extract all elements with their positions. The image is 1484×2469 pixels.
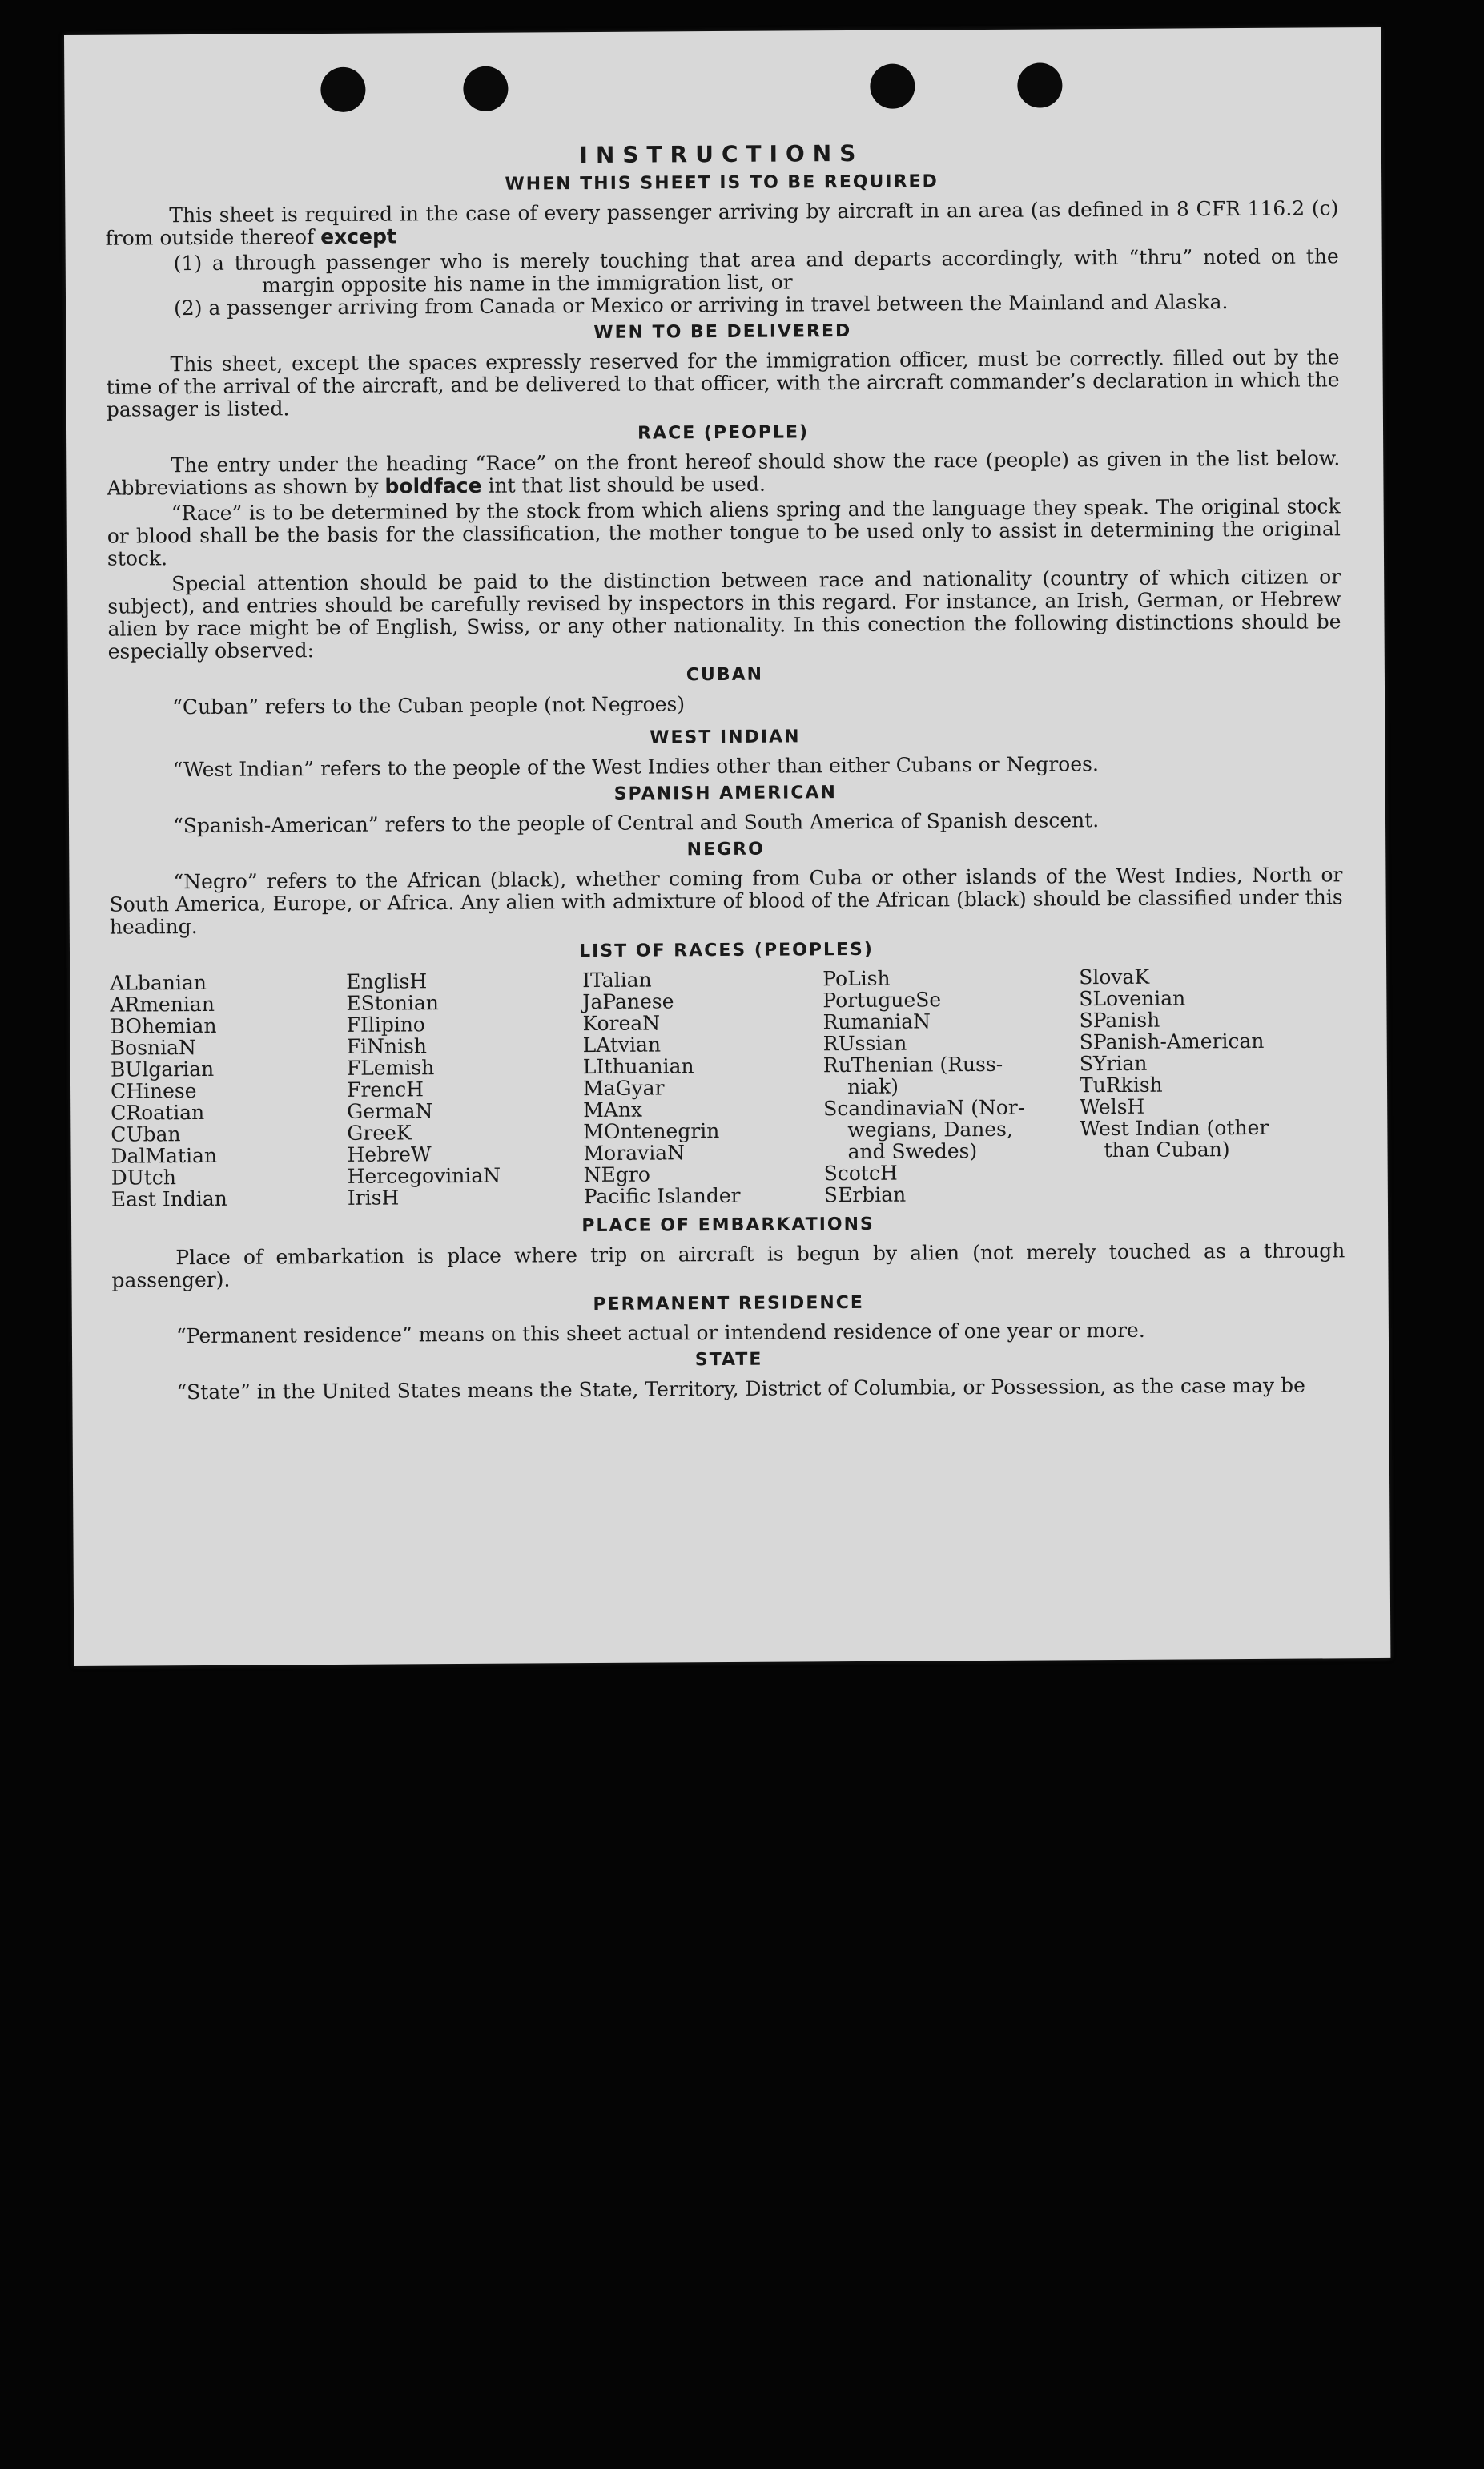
- boldface-keyword: boldface: [384, 473, 482, 498]
- races-column: [1079, 965, 1345, 1204]
- race-entry: wegians, Danes,: [847, 1117, 1013, 1142]
- negro-text: “Negro” refers to the African (black), whether coming from Cuba or other islands of the West Indies, North or South America, Europe, or Africa. Any alien with admixture of blood of the African (black) should be classified under this heading.: [109, 863, 1343, 939]
- section-heading-west-indian: WEST INDIAN: [650, 727, 801, 748]
- race-entry: Pacific Islander: [583, 1183, 741, 1209]
- punch-hole: [320, 67, 365, 112]
- section-heading-races-list: LIST OF RACES (PEOPLES): [579, 939, 874, 962]
- cuban-text: “Cuban” refers to the Cuban people (not Negroes): [172, 692, 686, 719]
- race-entry: and Swedes): [847, 1139, 978, 1164]
- race-entry: than Cuban): [1104, 1138, 1230, 1162]
- race-entry: MAnx: [583, 1098, 643, 1122]
- race-entry: BOhemian: [110, 1013, 217, 1038]
- race-entry: GermaN: [347, 1099, 433, 1123]
- race-entry: MOntenegrin: [583, 1119, 720, 1144]
- page-title: INSTRUCTIONS: [579, 139, 864, 169]
- races-column: [582, 968, 824, 1207]
- race-entry: DalMatian: [111, 1143, 218, 1168]
- race-entry: IrisH: [347, 1186, 400, 1210]
- required-item-2: (2) a passenger arriving from Canada or Mexico or arriving in travel between the Mainland and Alaska.: [173, 290, 1229, 320]
- except-keyword: except: [320, 224, 396, 249]
- race-entry: ITalian: [582, 968, 652, 993]
- race-paragraph-1: The entry under the heading “Race” on the front hereof should show the race (people) as given in the list below. Abbreviations as shown by boldface int that list should be used.: [107, 446, 1341, 500]
- race-entry: SPanish: [1079, 1008, 1160, 1033]
- race-entry: MoraviaN: [583, 1141, 686, 1166]
- race-entry: BosniaN: [110, 1036, 196, 1060]
- race-entry: CRoatian: [111, 1100, 205, 1125]
- race-entry: SYrian: [1079, 1051, 1148, 1076]
- races-column: [346, 969, 584, 1209]
- race-entry: SLovenian: [1079, 986, 1186, 1011]
- race-entry: LIthuanian: [582, 1054, 694, 1079]
- race-entry: TuRkish: [1079, 1073, 1163, 1098]
- race-entry: RumaniaN: [822, 1009, 931, 1034]
- race-entry: SErbian: [823, 1182, 907, 1207]
- race-entry: DUtch: [111, 1166, 177, 1190]
- race-paragraph-3: Special attention should be paid to the distinction between race and nationality (country of which citizen or subject), and entries should be carefully revised by inspectors in this regard. For instance, an Irish, German, or Hebrew alien by race might be of English, Swiss, or any other nationality. In this conection the following distinctions should be especially observed:: [107, 565, 1341, 663]
- races-column: [822, 966, 1080, 1206]
- race-entry: RUssian: [822, 1031, 907, 1056]
- race-entry: EnglisH: [346, 969, 428, 993]
- race-entry: EStonian: [346, 991, 440, 1015]
- race-entry: NEgro: [583, 1162, 650, 1187]
- race-entry: CUban: [111, 1122, 181, 1146]
- punch-hole: [870, 64, 915, 109]
- race-entry: PoLish: [822, 966, 891, 991]
- race-entry: HercegoviniaN: [347, 1163, 501, 1188]
- race-entry: FrencH: [346, 1077, 424, 1102]
- document-page: [64, 27, 1390, 1666]
- race-entry: RuThenian (Russ-: [822, 1052, 1003, 1077]
- race-entry: West Indian (other: [1080, 1115, 1269, 1141]
- races-column: [110, 971, 348, 1210]
- race-entry: LAtvian: [582, 1033, 662, 1057]
- race-entry: KoreaN: [582, 1011, 661, 1036]
- section-heading-embarkation: PLACE OF EMBARKATIONS: [581, 1214, 875, 1237]
- race-entry: ScandinaviaN (Nor-: [823, 1095, 1025, 1121]
- punch-hole: [1017, 62, 1062, 107]
- race-entry: niak): [847, 1074, 899, 1099]
- race-entry: CHinese: [110, 1079, 197, 1103]
- race-entry: HebreW: [347, 1142, 432, 1166]
- race-entry: ScotcH: [823, 1161, 898, 1186]
- race-entry: SlovaK: [1079, 965, 1150, 989]
- race-entry: East Indian: [111, 1186, 227, 1211]
- race-entry: BUlgarian: [110, 1057, 215, 1081]
- race-entry: MaGyar: [582, 1076, 665, 1101]
- state-text: “State” in the United States means the State, Territory, District of Columbia, or Possession, as the case may be: [176, 1373, 1305, 1404]
- required-item-1: (1) a through passenger who is merely touching that area and departs accordingly, with “thru” noted on the margin opposite his name in the immigration list, or: [173, 244, 1339, 297]
- section-heading-state: STATE: [694, 1349, 763, 1371]
- section-heading-race: RACE (PEOPLE): [637, 422, 810, 444]
- race-entry: FIlipino: [346, 1013, 426, 1037]
- instructions-body: [105, 139, 1346, 1407]
- race-entry: JaPanese: [582, 989, 674, 1014]
- race-entry: GreeK: [347, 1121, 412, 1145]
- spanish-american-text: “Spanish-American” refers to the people of Central and South America of Spanish descent.: [172, 808, 1100, 838]
- race-entry: FiNnish: [346, 1034, 428, 1058]
- race-entry: FLemish: [346, 1056, 435, 1080]
- residence-text: “Permanent residence” means on this sheet actual or intendend residence of one year or more.: [175, 1318, 1145, 1348]
- west-indian-text: “West Indian” refers to the people of the West Indies other than either Cubans or Negroes.: [172, 752, 1099, 782]
- race-entry: ARmenian: [110, 992, 215, 1017]
- section-heading-spanish-american: SPANISH AMERICAN: [613, 783, 837, 804]
- section-heading-delivered: WEN TO BE DELIVERED: [593, 321, 852, 343]
- punch-hole: [463, 66, 508, 111]
- race-entry: SPanish-American: [1079, 1029, 1265, 1054]
- section-heading-required: WHEN THIS SHEET IS TO BE REQUIRED: [505, 171, 939, 195]
- delivered-text: This sheet, except the spaces expressly reserved for the immigration officer, must be correctly. filled out by the time of the arrival of the aircraft, and be delivered to that officer, with the aircraft commander’s declaration in which the passager is listed.: [106, 345, 1340, 421]
- section-heading-cuban: CUBAN: [686, 664, 764, 686]
- embarkation-text: Place of embarkation is place where trip on aircraft is begun by alien (not merely touched as a through passenger).: [111, 1239, 1345, 1292]
- race-entry: WelsH: [1080, 1094, 1145, 1119]
- section-heading-residence: PERMANENT RESIDENCE: [593, 1292, 864, 1315]
- race-entry: PortugueSe: [822, 988, 942, 1013]
- race-entry: ALbanian: [110, 970, 207, 995]
- required-intro: This sheet is required in the case of every passenger arriving by aircraft in an area (as defined in 8 CFR 116.2 (c) from outside thereof except: [105, 196, 1339, 250]
- race-paragraph-2: “Race” is to be determined by the stock from which aliens spring and the language they speak. The original stock or blood shall be the basis for the classification, the mother tongue to be used only to assist in determining the original stock.: [107, 494, 1341, 570]
- races-table: [110, 965, 1345, 1210]
- section-heading-negro: NEGRO: [686, 839, 765, 860]
